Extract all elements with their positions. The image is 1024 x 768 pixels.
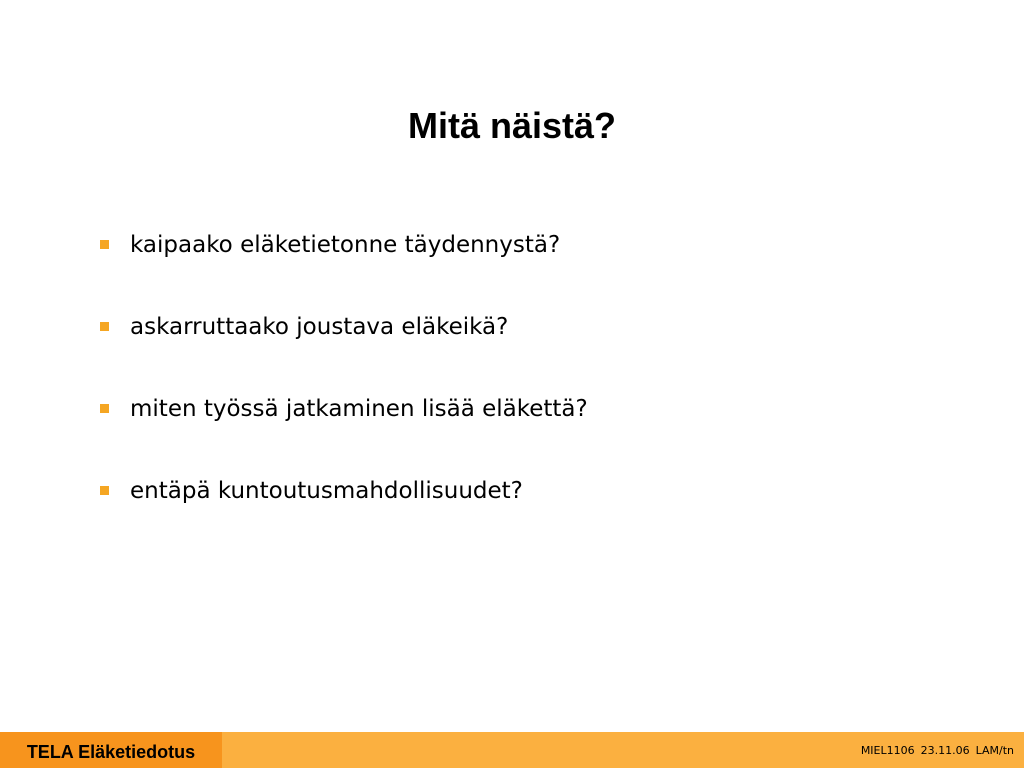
square-bullet-icon: [100, 322, 109, 331]
square-bullet-icon: [100, 404, 109, 413]
list-item: [100, 308, 588, 390]
list-item: [100, 226, 588, 308]
footer-brand-box: [0, 732, 222, 768]
list-item: [100, 472, 588, 554]
bullet-list: [100, 226, 588, 554]
square-bullet-icon: [100, 240, 109, 249]
bullet-text: entäpä kuntoutusmahdollisuudet?: [130, 478, 523, 504]
footer-code: MIEL1106: [860, 743, 915, 757]
footer-date: 23.11.06: [920, 743, 970, 757]
square-bullet-icon: [100, 486, 109, 495]
footer-brand: TELA Eläketiedotus: [26, 741, 196, 762]
footer-bar: [0, 732, 1024, 768]
footer-author: LAM/tn: [975, 743, 1014, 757]
slide-title: Mitä näistä?: [407, 105, 617, 146]
bullet-text: askarruttaako joustava eläkeikä?: [130, 314, 509, 340]
list-item: [100, 390, 588, 472]
bullet-text: miten työssä jatkaminen lisää eläkettä?: [130, 396, 588, 422]
footer-meta: [855, 732, 1014, 768]
bullet-text: kaipaako eläketietonne täydennystä?: [130, 232, 561, 258]
